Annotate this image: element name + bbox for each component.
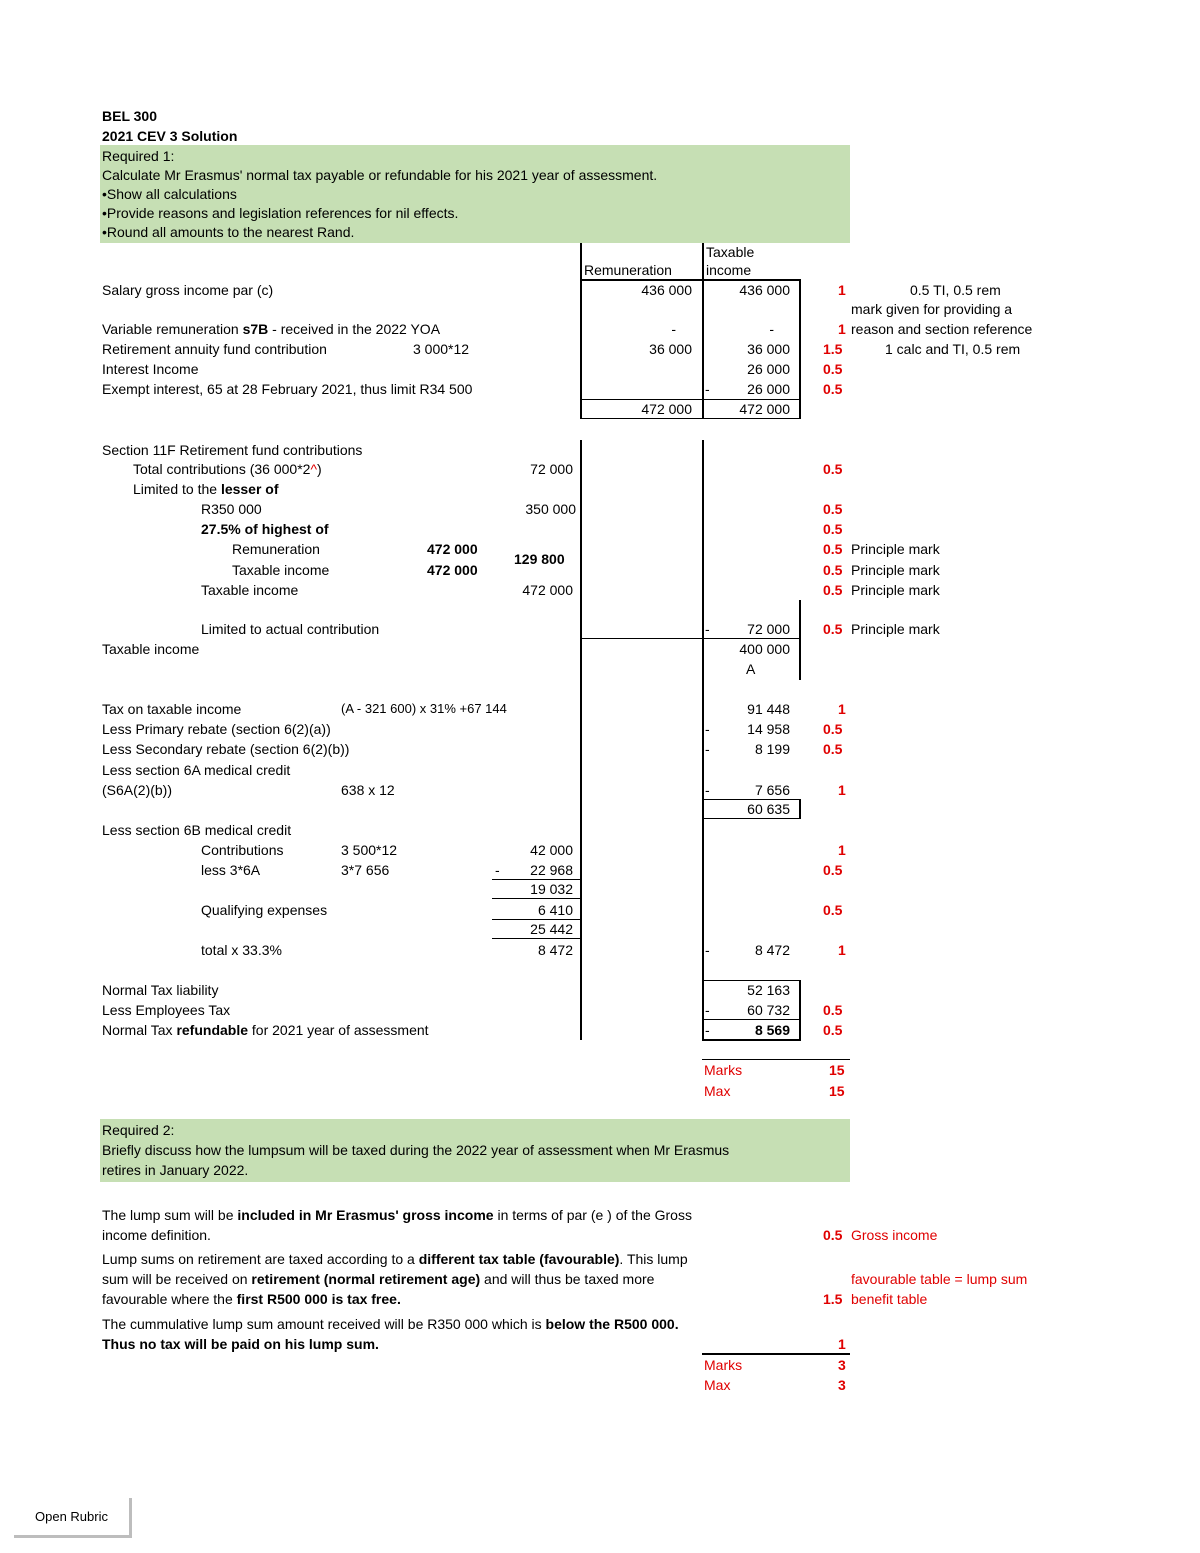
s6a-label-ref: (S6A(2)(b))	[102, 782, 173, 798]
ti-salary: 436 000	[739, 282, 790, 298]
mark-s6a: 1	[838, 782, 846, 798]
mark-ra: 1.5	[823, 341, 843, 357]
subtotal-line	[492, 938, 580, 939]
primary-rebate-label: Less Primary rebate (section 6(2)(a))	[102, 721, 331, 737]
s11f-ti2-value: 472 000	[522, 582, 573, 598]
row-label-variable: Variable remuneration s7B - received in the 2022 YOA	[102, 321, 441, 337]
s6b-total-value: 8 472	[537, 942, 573, 958]
note-ra: 1 calc and TI, 0.5 rem	[885, 341, 1021, 357]
tax-on-calc: (A - 321 600) x 31% +67 144	[341, 701, 507, 716]
s6b-less-value: 22 968	[530, 862, 573, 878]
column-divider	[580, 640, 582, 1040]
course-code: BEL 300	[102, 108, 157, 124]
answer-p2-line1: Lump sums on retirement are taxed according to a different tax table (favourable). This lump	[102, 1251, 688, 1267]
s6b-qual-value: 6 410	[537, 902, 573, 918]
s6a-label: Less section 6A medical credit	[102, 762, 291, 778]
subtotal-bottom-line	[702, 818, 801, 819]
s6b-contrib-label: Contributions	[201, 842, 284, 858]
column-divider	[702, 440, 704, 1040]
s11f-title: Section 11F Retirement fund contributions	[102, 442, 363, 458]
s11f-r350-label: R350 000	[201, 501, 262, 517]
ti-variable: -	[769, 321, 774, 337]
rem-variable: -	[671, 321, 676, 337]
answer-p1-line1: The lump sum will be included in Mr Erasmus' gross income in terms of par (e ) of the Gross	[102, 1207, 692, 1223]
tax-subtotal: 60 635	[747, 801, 790, 817]
mark-interest: 0.5	[823, 361, 843, 377]
column-divider	[580, 440, 582, 640]
note-variable: reason and section reference	[851, 321, 1033, 337]
refund-top-line	[702, 1019, 801, 1020]
required-2-line: Briefly discuss how the lumpsum will be taxed during the 2022 year of assessment when Mr Erasmus	[102, 1142, 730, 1158]
mark-answer-p1: 0.5	[823, 1227, 843, 1243]
document-subtitle: 2021 CEV 3 Solution	[102, 128, 238, 144]
ti-actual: 72 000	[747, 621, 790, 637]
column-divider	[799, 980, 801, 1040]
max-label-2: Max	[704, 1377, 731, 1393]
row-label-ra: Retirement annuity fund contribution	[102, 341, 327, 357]
minus-sign: -	[705, 942, 710, 958]
mark-s11f-rem: 0.5	[823, 541, 843, 557]
marks-label-2: Marks	[704, 1357, 743, 1373]
rem-ra: 36 000	[649, 341, 692, 357]
column-header-income: income	[706, 262, 752, 278]
row-label-salary: Salary gross income par (c)	[102, 282, 274, 298]
minus-sign: -	[495, 862, 500, 878]
max-value-2: 3	[838, 1377, 846, 1393]
employees-tax-value: 60 732	[747, 1002, 790, 1018]
s11f-r350-value: 350 000	[525, 501, 576, 517]
s11f-limited-label: Limited to the lesser of	[133, 481, 279, 497]
secondary-rebate-value: 8 199	[754, 741, 790, 757]
tax-on-label: Tax on taxable income	[102, 701, 242, 717]
s6b-sub2: 25 442	[530, 921, 573, 937]
mark-s6b-total: 1	[838, 942, 846, 958]
s11f-ti-label: Taxable income	[232, 562, 330, 578]
minus-sign: -	[705, 741, 710, 757]
mark-s6b-contrib: 1	[838, 842, 846, 858]
subtotal-bottom-line	[582, 418, 801, 419]
s6b-title: Less section 6B medical credit	[102, 822, 292, 838]
column-divider	[580, 243, 582, 400]
column-divider	[702, 399, 704, 419]
note-s11f-ti: Principle mark	[851, 562, 940, 578]
mark-tax-on: 1	[838, 701, 846, 717]
mark-secondary: 0.5	[823, 741, 843, 757]
mark-s11f-actual: 0.5	[823, 621, 843, 637]
s6b-less-label: less 3*6A	[201, 862, 261, 878]
mark-salary: 1	[838, 282, 846, 298]
minus-sign: -	[705, 1022, 710, 1038]
answer-p2-line2: sum will be received on retirement (normal retirement age) and will thus be taxed more	[102, 1271, 655, 1287]
marks-value-2: 3	[838, 1357, 846, 1373]
mark-answer-p2: 1.5	[823, 1291, 843, 1307]
ti-ra: 36 000	[747, 341, 790, 357]
note-answer-p2b: benefit table	[851, 1291, 928, 1307]
s6b-total-label: total x 33.3%	[201, 942, 282, 958]
row-label-exempt: Exempt interest, 65 at 28 February 2021, thus limit R34 500	[102, 381, 473, 397]
mark-s11f-pct: 0.5	[823, 521, 843, 537]
s11f-rem-label: Remuneration	[232, 541, 320, 557]
mark-refund: 0.5	[823, 1022, 843, 1038]
column-header-remuneration: Remuneration	[584, 262, 672, 278]
mark-s11f-ti2: 0.5	[823, 582, 843, 598]
subtotal-line	[492, 898, 580, 899]
rem-subtotal: 472 000	[641, 401, 692, 417]
required-1-title: Required 1:	[102, 148, 175, 164]
minus-sign: -	[705, 381, 710, 397]
mark-s6b-less: 0.5	[823, 862, 843, 878]
minus-sign: -	[705, 782, 710, 798]
row-label-interest: Interest Income	[102, 361, 199, 377]
s6b-total-ti: 8 472	[754, 942, 790, 958]
taxable-income-label: Taxable income	[102, 641, 200, 657]
s6b-contrib-calc: 3 500*12	[341, 842, 398, 858]
s11f-total-label: Total contributions (36 000*2^)	[133, 461, 322, 477]
ti-exempt: 26 000	[747, 381, 790, 397]
required-2-line: retires in January 2022.	[102, 1162, 249, 1178]
mark-s11f-r350: 0.5	[823, 501, 843, 517]
required-1-line: •Round all amounts to the nearest Rand.	[102, 224, 355, 240]
note-s11f-ti2: Principle mark	[851, 582, 940, 598]
minus-sign: -	[705, 621, 710, 637]
answer-p1-line2: income definition.	[102, 1227, 211, 1243]
s11f-ti2-label: Taxable income	[201, 582, 299, 598]
answer-p3-line2: Thus no tax will be paid on his lump sum.	[102, 1336, 379, 1352]
required-1-line: Calculate Mr Erasmus' normal tax payable or refundable for his 2021 year of assessment.	[102, 167, 658, 183]
column-divider	[580, 399, 582, 419]
column-divider	[799, 600, 801, 680]
column-divider	[799, 279, 801, 400]
column-header-taxable: Taxable	[706, 244, 755, 260]
minus-sign: -	[705, 1002, 710, 1018]
calc-ra: 3 000*12	[413, 341, 470, 357]
marks-label: Marks	[704, 1062, 743, 1078]
note-s11f-rem: Principle mark	[851, 541, 940, 557]
s11f-total-value: 72 000	[530, 461, 573, 477]
max-label: Max	[704, 1083, 731, 1099]
s11f-ti-value: 472 000	[427, 562, 478, 578]
marks-line	[702, 1059, 850, 1060]
s6a-value: 7 656	[754, 782, 790, 798]
note-answer-p1: Gross income	[851, 1227, 938, 1243]
liability-label: Normal Tax liability	[102, 982, 219, 998]
s6b-less-calc: 3*7 656	[341, 862, 390, 878]
answer-p2-line3: favourable where the first R500 000 is tax free.	[102, 1291, 401, 1307]
employees-tax-label: Less Employees Tax	[102, 1002, 231, 1018]
note-s11f-actual: Principle mark	[851, 621, 940, 637]
liability-value: 52 163	[747, 982, 790, 998]
taxable-income-value: 400 000	[739, 641, 790, 657]
marks-line	[702, 1353, 850, 1355]
open-rubric-button[interactable]: Open Rubric	[14, 1498, 132, 1538]
s6b-contrib-value: 42 000	[530, 842, 573, 858]
mark-s11f-total: 0.5	[823, 461, 843, 477]
mark-s6b-qual: 0.5	[823, 902, 843, 918]
refund-bottom-line	[702, 1039, 801, 1041]
note-answer-p2: favourable table = lump sum	[851, 1271, 1028, 1287]
taxable-income-ref: A	[746, 661, 756, 677]
mark-answer-p3: 1	[838, 1336, 846, 1352]
s11f-pct-label: 27.5% of highest of	[201, 521, 329, 537]
column-divider	[799, 799, 801, 819]
mark-exempt: 0.5	[823, 381, 843, 397]
ti-subtotal: 472 000	[739, 401, 790, 417]
secondary-rebate-label: Less Secondary rebate (section 6(2)(b))	[102, 741, 350, 757]
mark-primary: 0.5	[823, 721, 843, 737]
column-divider	[799, 399, 801, 419]
mark-s11f-ti: 0.5	[823, 562, 843, 578]
s6b-sub1: 19 032	[530, 881, 573, 897]
required-2-title: Required 2:	[102, 1122, 175, 1138]
required-1-line: •Show all calculations	[102, 186, 237, 202]
s11f-pct-value: 129 800	[514, 551, 565, 567]
marks-value: 15	[829, 1062, 845, 1078]
minus-sign: -	[705, 721, 710, 737]
mark-variable: 1	[838, 321, 846, 337]
required-1-line: •Provide reasons and legislation references for nil effects.	[102, 205, 459, 221]
primary-rebate-value: 14 958	[747, 721, 790, 737]
ti-interest: 26 000	[747, 361, 790, 377]
tax-on-value: 91 448	[747, 701, 790, 717]
column-divider	[702, 243, 704, 400]
s11f-actual-label: Limited to actual contribution	[201, 621, 380, 637]
taxable-top-line	[580, 638, 801, 639]
answer-p3-line1: The cummulative lump sum amount received will be R350 000 which is below the R500 000.	[102, 1316, 679, 1332]
refund-label: Normal Tax refundable for 2021 year of assessment	[102, 1022, 429, 1038]
s6a-calc: 638 x 12	[341, 782, 395, 798]
note-mark-given: mark given for providing a	[851, 301, 1013, 317]
rem-salary: 436 000	[641, 282, 692, 298]
s6b-qual-label: Qualifying expenses	[201, 902, 328, 918]
max-value: 15	[829, 1083, 845, 1099]
refund-value: 8 569	[754, 1022, 790, 1038]
s11f-rem-value: 472 000	[427, 541, 478, 557]
note-salary: 0.5 TI, 0.5 rem	[910, 282, 1001, 298]
mark-employees: 0.5	[823, 1002, 843, 1018]
